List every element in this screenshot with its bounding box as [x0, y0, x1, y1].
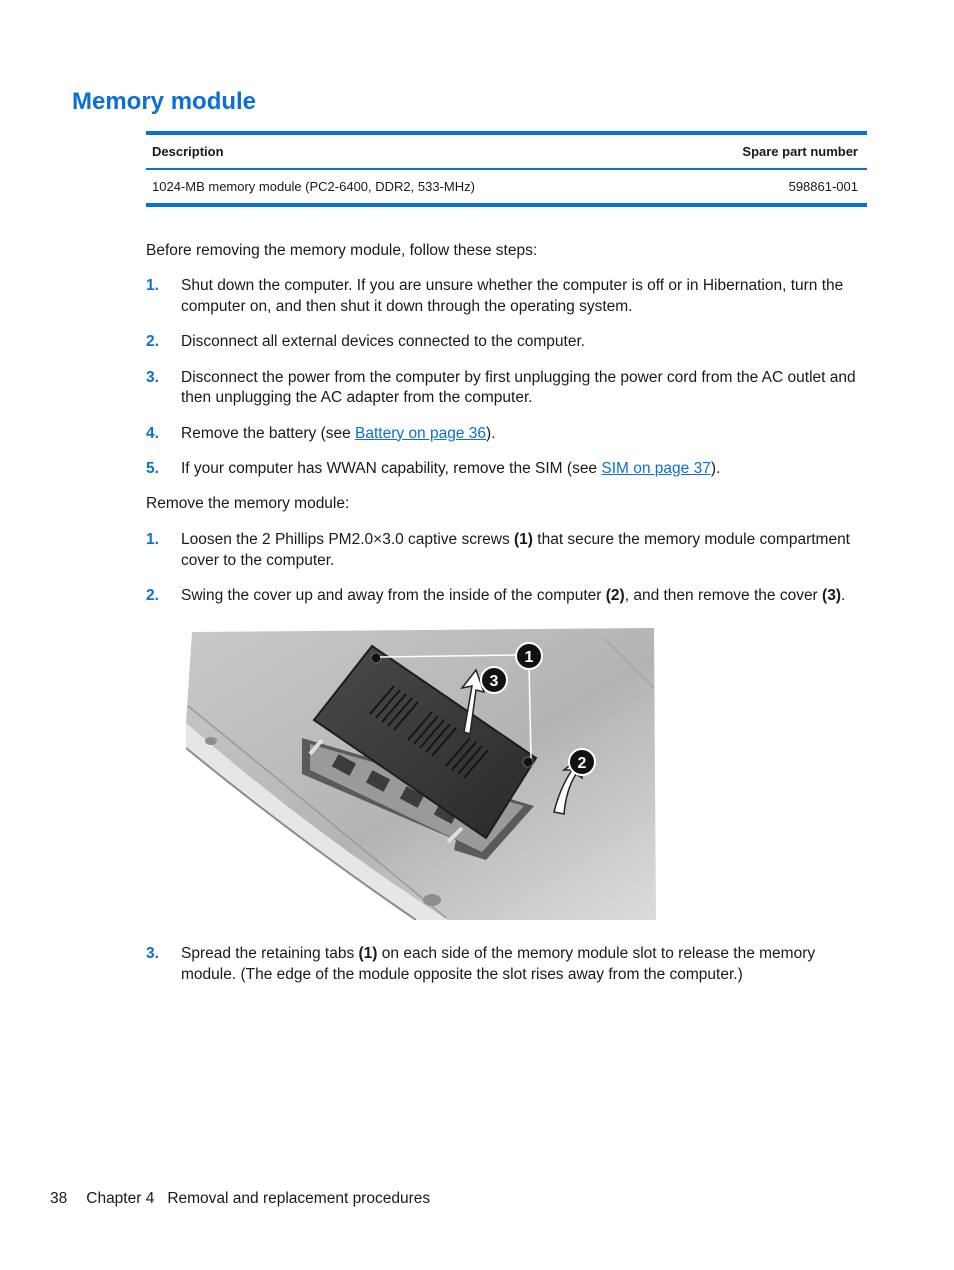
- callout-number: 3: [489, 673, 499, 690]
- remove-intro-text: Remove the memory module:: [146, 495, 350, 512]
- table-row: [146, 170, 867, 203]
- list-item: [146, 424, 867, 445]
- list-item: [146, 332, 867, 353]
- page-title: Memory module: [72, 88, 257, 115]
- cell-spare-part-number: 598861-001: [788, 179, 858, 194]
- spare-parts-table: [146, 131, 867, 207]
- step-text-a: Loosen the 2 Phillips PM2.0×3.0 captive screws: [181, 531, 515, 548]
- list-item: [146, 586, 867, 607]
- page-number: 38: [50, 1190, 68, 1207]
- step-text-c: that secure the memory module compartment cover to the computer.: [181, 531, 850, 569]
- page-footer: [50, 1190, 430, 1208]
- chapter-label: Chapter 4: [86, 1190, 155, 1207]
- intro-text: Before removing the memory module, follow these steps:: [146, 242, 538, 259]
- callout-badge-3: [481, 667, 507, 693]
- cell-description: 1024-MB memory module (PC2-6400, DDR2, 533-MHz): [152, 179, 475, 194]
- step-number: 2.: [146, 333, 159, 350]
- step-number: 4.: [146, 424, 159, 442]
- captive-screw: [371, 653, 381, 663]
- callout-number: 2: [577, 755, 587, 772]
- step-number: 1.: [146, 531, 159, 548]
- callout-number: 1: [524, 649, 534, 666]
- list-item: [146, 530, 867, 571]
- table-header-row: [146, 135, 867, 170]
- step-text: Disconnect all external devices connected to the computer.: [181, 333, 586, 350]
- battery-page-link[interactable]: Battery on page 36: [355, 424, 487, 442]
- step-number: 1.: [146, 277, 159, 294]
- list-item: [146, 459, 867, 480]
- column-header-spare-part-number: Spare part number: [742, 144, 858, 159]
- preparation-steps-list: [146, 276, 867, 480]
- step-text: Shut down the computer. If you are unsure whether the computer is off or in Hibernation, turn the computer on, and then shut it down through the operating system.: [181, 277, 844, 315]
- step-text-c: on each side of the memory module slot to release the memory module. (The edge of the module opposite the slot rises away from the computer.): [181, 945, 816, 983]
- section-label: Removal and replacement procedures: [167, 1190, 431, 1207]
- list-item: [146, 276, 867, 317]
- step-text-e: .: [840, 587, 846, 604]
- step-text-a: Spread the retaining tabs: [181, 945, 359, 962]
- removal-steps-list: [146, 530, 867, 607]
- callout-ref: (1): [514, 531, 533, 548]
- step-text-a: Swing the cover up and away from the inside of the computer: [181, 587, 606, 604]
- step-text: Disconnect the power from the computer by first unplugging the power cord from the AC outlet and then unplugging the AC adapter from the computer.: [181, 368, 856, 406]
- step-number: 3.: [146, 945, 159, 962]
- step-text-c: , and then remove the cover: [624, 587, 823, 604]
- callout-ref: (2): [605, 587, 625, 604]
- callout-badge-1: [516, 643, 542, 669]
- captive-screw: [523, 757, 533, 767]
- list-item: [146, 368, 867, 409]
- removal-steps-continued-list: [146, 944, 867, 985]
- step-number: 3.: [146, 368, 159, 386]
- column-header-description: Description: [152, 144, 224, 159]
- callout-badge-2: [569, 749, 595, 775]
- sim-page-link[interactable]: SIM on page 37: [601, 460, 711, 477]
- step-text-post: ).: [486, 424, 496, 442]
- step-text-pre: Remove the battery (see: [181, 424, 356, 442]
- callout-ref: (1): [358, 945, 378, 962]
- step-text-pre: If your computer has WWAN capability, remove the SIM (see: [181, 460, 602, 477]
- step-number: 2.: [146, 587, 159, 604]
- list-item: [146, 944, 867, 985]
- callout-ref: (3): [822, 587, 841, 604]
- memory-cover-removal-illustration: [186, 628, 656, 920]
- step-text-post: ).: [710, 460, 721, 477]
- step-number: 5.: [146, 460, 159, 477]
